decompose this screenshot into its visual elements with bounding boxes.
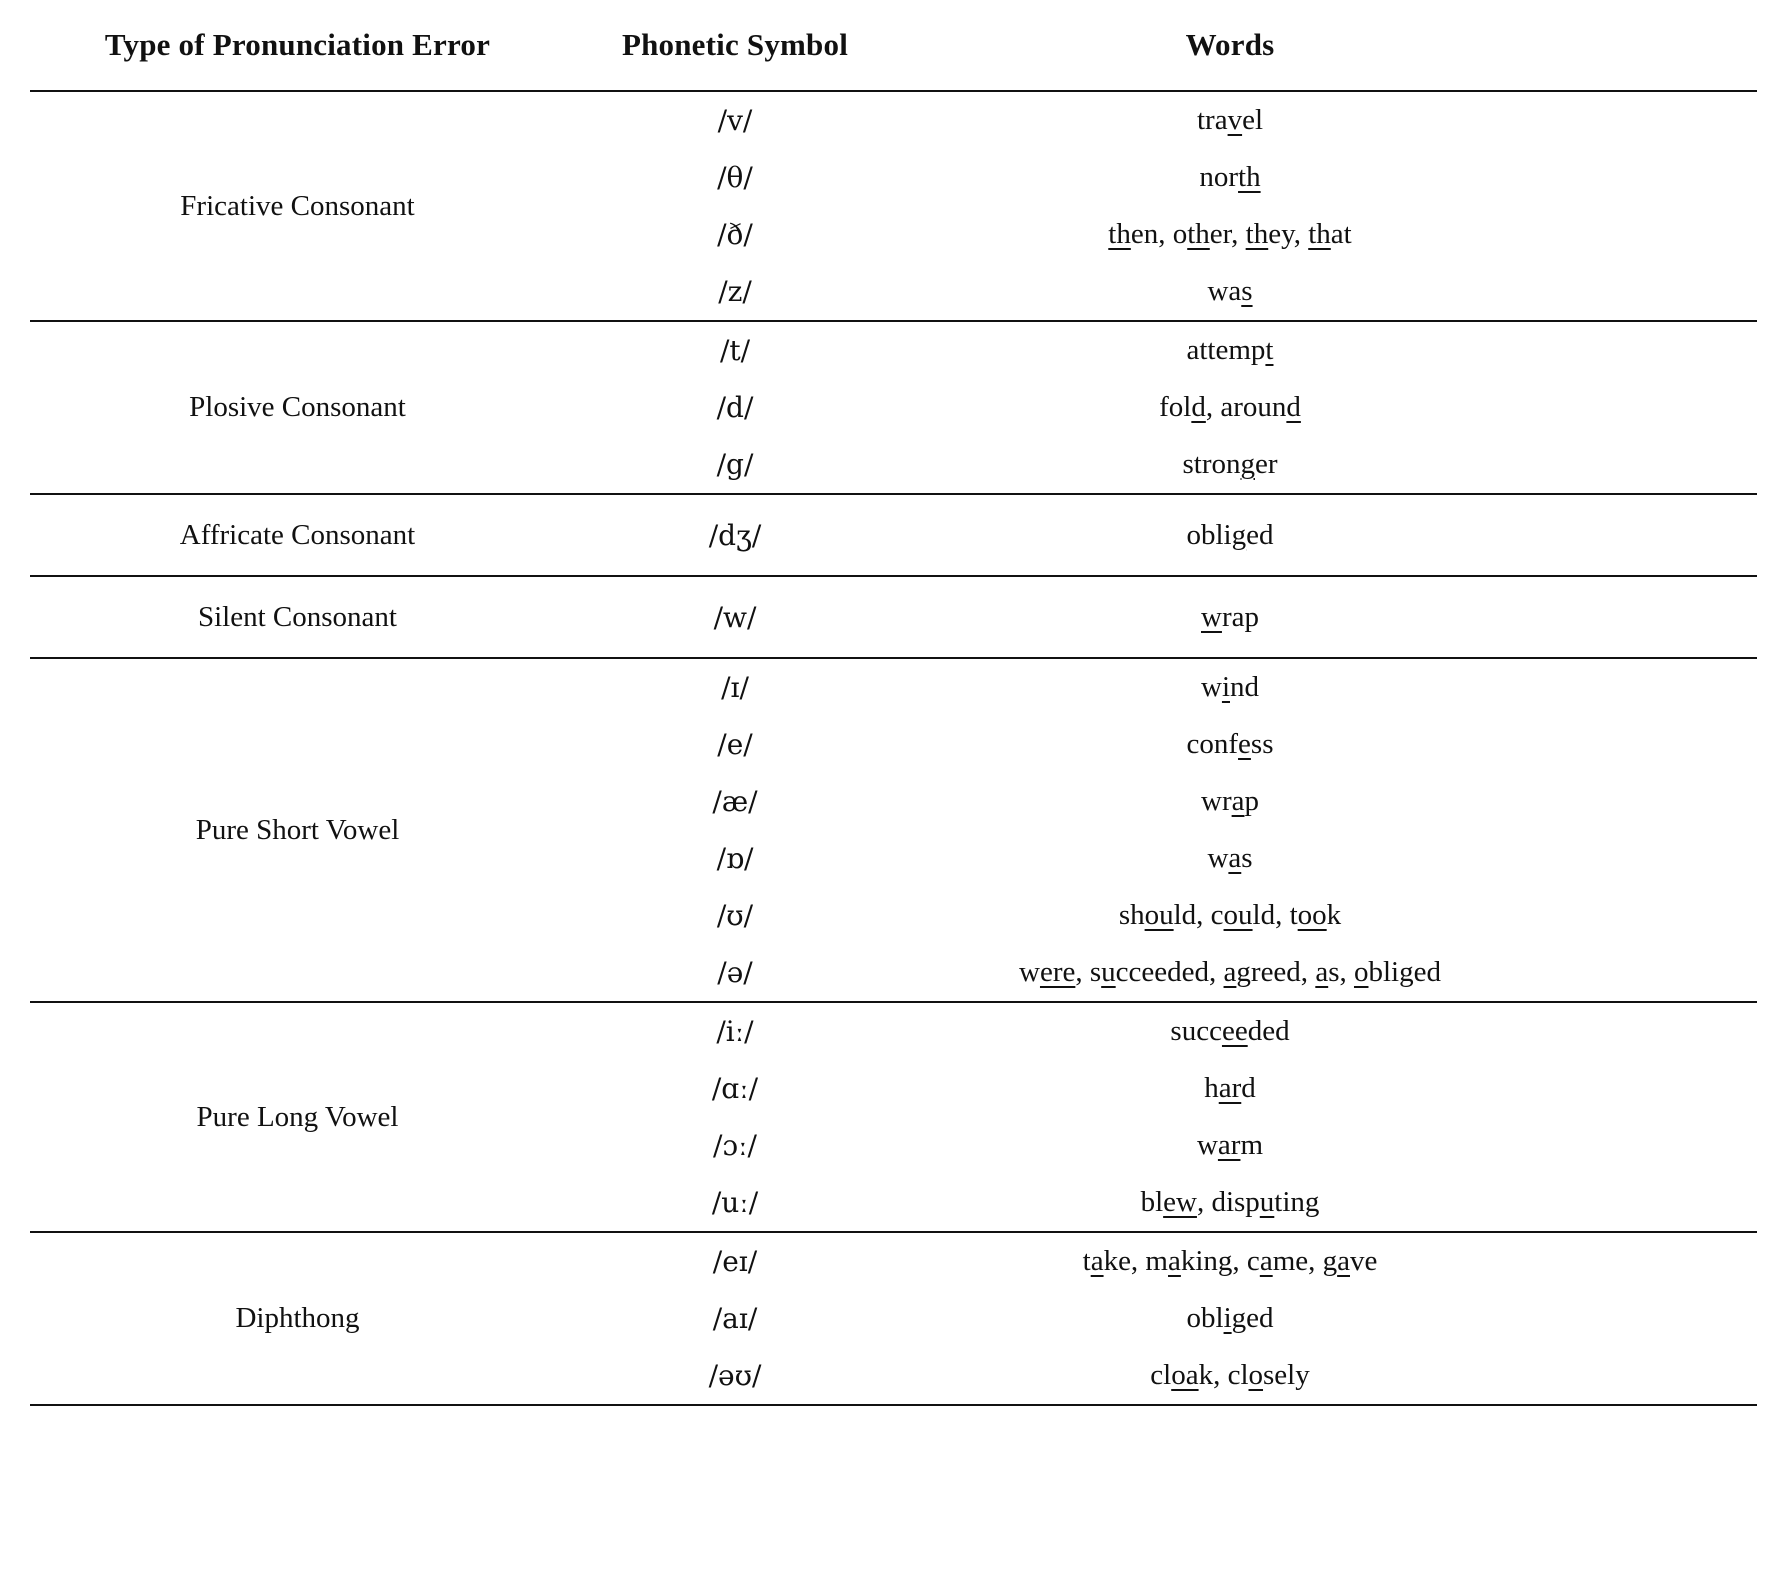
- words-cell: wa s: [1207, 275, 1253, 307]
- phonetic-symbol-column: [565, 495, 905, 575]
- row-spacer: [1555, 1233, 1757, 1404]
- phonetic-symbol-cell: /d/: [716, 391, 754, 424]
- phonetic-symbol-cell: /ɪ/: [721, 671, 749, 704]
- words-column: [905, 92, 1555, 320]
- phonetic-symbol-cell: /æ/: [712, 785, 758, 818]
- phonetic-symbol-cell: /ɑː/: [711, 1072, 759, 1105]
- words-cell: t a ke, m a king, c a me, g a ve: [1082, 1245, 1378, 1277]
- phonetic-symbol-cell: /g/: [716, 448, 754, 481]
- words-column: [905, 322, 1555, 493]
- words-column: [905, 495, 1555, 575]
- words-column: [905, 1233, 1555, 1404]
- phonetic-symbol-cell: /t/: [719, 334, 751, 367]
- table-group: [30, 90, 1757, 320]
- words-cell: w i nd: [1200, 671, 1259, 703]
- words-cell: succ ee ded: [1170, 1015, 1290, 1047]
- column-header-words: Words: [1185, 27, 1275, 62]
- phonetic-symbol-column: [565, 322, 905, 493]
- words-cell: sh ou ld, c ou ld, t oo k: [1118, 899, 1342, 931]
- words-cell: obli g ed: [1186, 518, 1274, 551]
- words-cell: tra v el: [1196, 104, 1264, 136]
- phonetic-symbol-cell: /v/: [717, 104, 753, 137]
- words-cell: stron g er: [1182, 448, 1278, 480]
- table-group: [30, 320, 1757, 493]
- error-type-cell: Fricative Consonant: [180, 189, 415, 222]
- words-cell: conf e ss: [1186, 728, 1274, 760]
- phonetic-symbol-cell: /ɒ/: [716, 842, 754, 875]
- phonetic-symbol-cell: /e/: [717, 728, 753, 761]
- words-cell: w ere , s u cceeded, a greed, a s, o bliged: [1019, 956, 1441, 988]
- phonetic-symbol-column: [565, 92, 905, 320]
- row-spacer: [1555, 495, 1757, 575]
- phonetic-symbol-cell: /w/: [713, 600, 757, 634]
- phonetic-symbol-column: [565, 659, 905, 1001]
- words-cell: obl i ged: [1186, 1302, 1274, 1334]
- phonetic-symbol-cell: /uː/: [711, 1186, 759, 1219]
- phonetic-symbol-cell: /iː/: [716, 1015, 754, 1048]
- phonetic-symbol-cell: /eɪ/: [712, 1245, 758, 1278]
- phonetic-symbol-cell: /ð/: [717, 218, 753, 251]
- words-cell: bl ew , disp u ting: [1140, 1186, 1320, 1218]
- error-type-cell: Affricate Consonant: [179, 518, 416, 551]
- table-group: [30, 1231, 1757, 1404]
- row-spacer: [1555, 577, 1757, 657]
- words-cell: h ar d: [1204, 1072, 1256, 1104]
- pronunciation-error-table: [30, 0, 1757, 1406]
- words-cell: wr a p: [1201, 785, 1259, 817]
- phonetic-symbol-column: [565, 1003, 905, 1231]
- phonetic-symbol-cell: /θ/: [717, 161, 753, 194]
- row-spacer: [1555, 322, 1757, 493]
- phonetic-symbol-column: [565, 1233, 905, 1404]
- phonetic-symbol-cell: /ʊ/: [716, 899, 754, 932]
- phonetic-symbol-cell: /dʒ/: [708, 518, 762, 552]
- words-column: [905, 1003, 1555, 1231]
- words-column: [905, 659, 1555, 1001]
- phonetic-symbol-column: [565, 577, 905, 657]
- row-spacer: [1555, 659, 1757, 1001]
- table-group: [30, 657, 1757, 1001]
- words-cell: cl oa k, cl o sely: [1150, 1359, 1310, 1391]
- error-type-cell: Pure Short Vowel: [195, 813, 400, 846]
- words-cell: fol d , aroun d: [1159, 391, 1301, 423]
- words-column: [905, 577, 1555, 657]
- table-group: [30, 575, 1757, 657]
- words-cell: w ar m: [1196, 1129, 1264, 1161]
- phonetic-symbol-cell: /ə/: [717, 956, 753, 989]
- words-cell: th en, o th er, th ey, th at: [1108, 218, 1352, 250]
- phonetic-symbol-cell: /ɔː/: [713, 1129, 757, 1162]
- table-header-row: [30, 0, 1757, 90]
- words-cell: w a s: [1207, 842, 1253, 874]
- phonetic-symbol-cell: /aɪ/: [712, 1302, 758, 1335]
- error-type-cell: Silent Consonant: [198, 600, 397, 633]
- phonetic-symbol-cell: /z/: [718, 275, 752, 308]
- column-header-type: Type of Pronunciation Error: [104, 27, 491, 62]
- words-cell: attemp t: [1186, 334, 1274, 366]
- words-cell: nor th: [1199, 161, 1261, 193]
- words-cell: w rap: [1201, 600, 1259, 633]
- error-type-cell: Diphthong: [235, 1302, 360, 1334]
- row-spacer: [1555, 1003, 1757, 1231]
- table-body: [30, 90, 1757, 1406]
- error-type-cell: Pure Long Vowel: [196, 1100, 399, 1133]
- error-type-cell: Plosive Consonant: [189, 391, 406, 423]
- column-header-phonetic-symbol: Phonetic Symbol: [621, 27, 849, 62]
- row-spacer: [1555, 92, 1757, 320]
- phonetic-symbol-cell: /əʊ/: [708, 1359, 762, 1392]
- table-group: [30, 493, 1757, 575]
- table-group: [30, 1001, 1757, 1231]
